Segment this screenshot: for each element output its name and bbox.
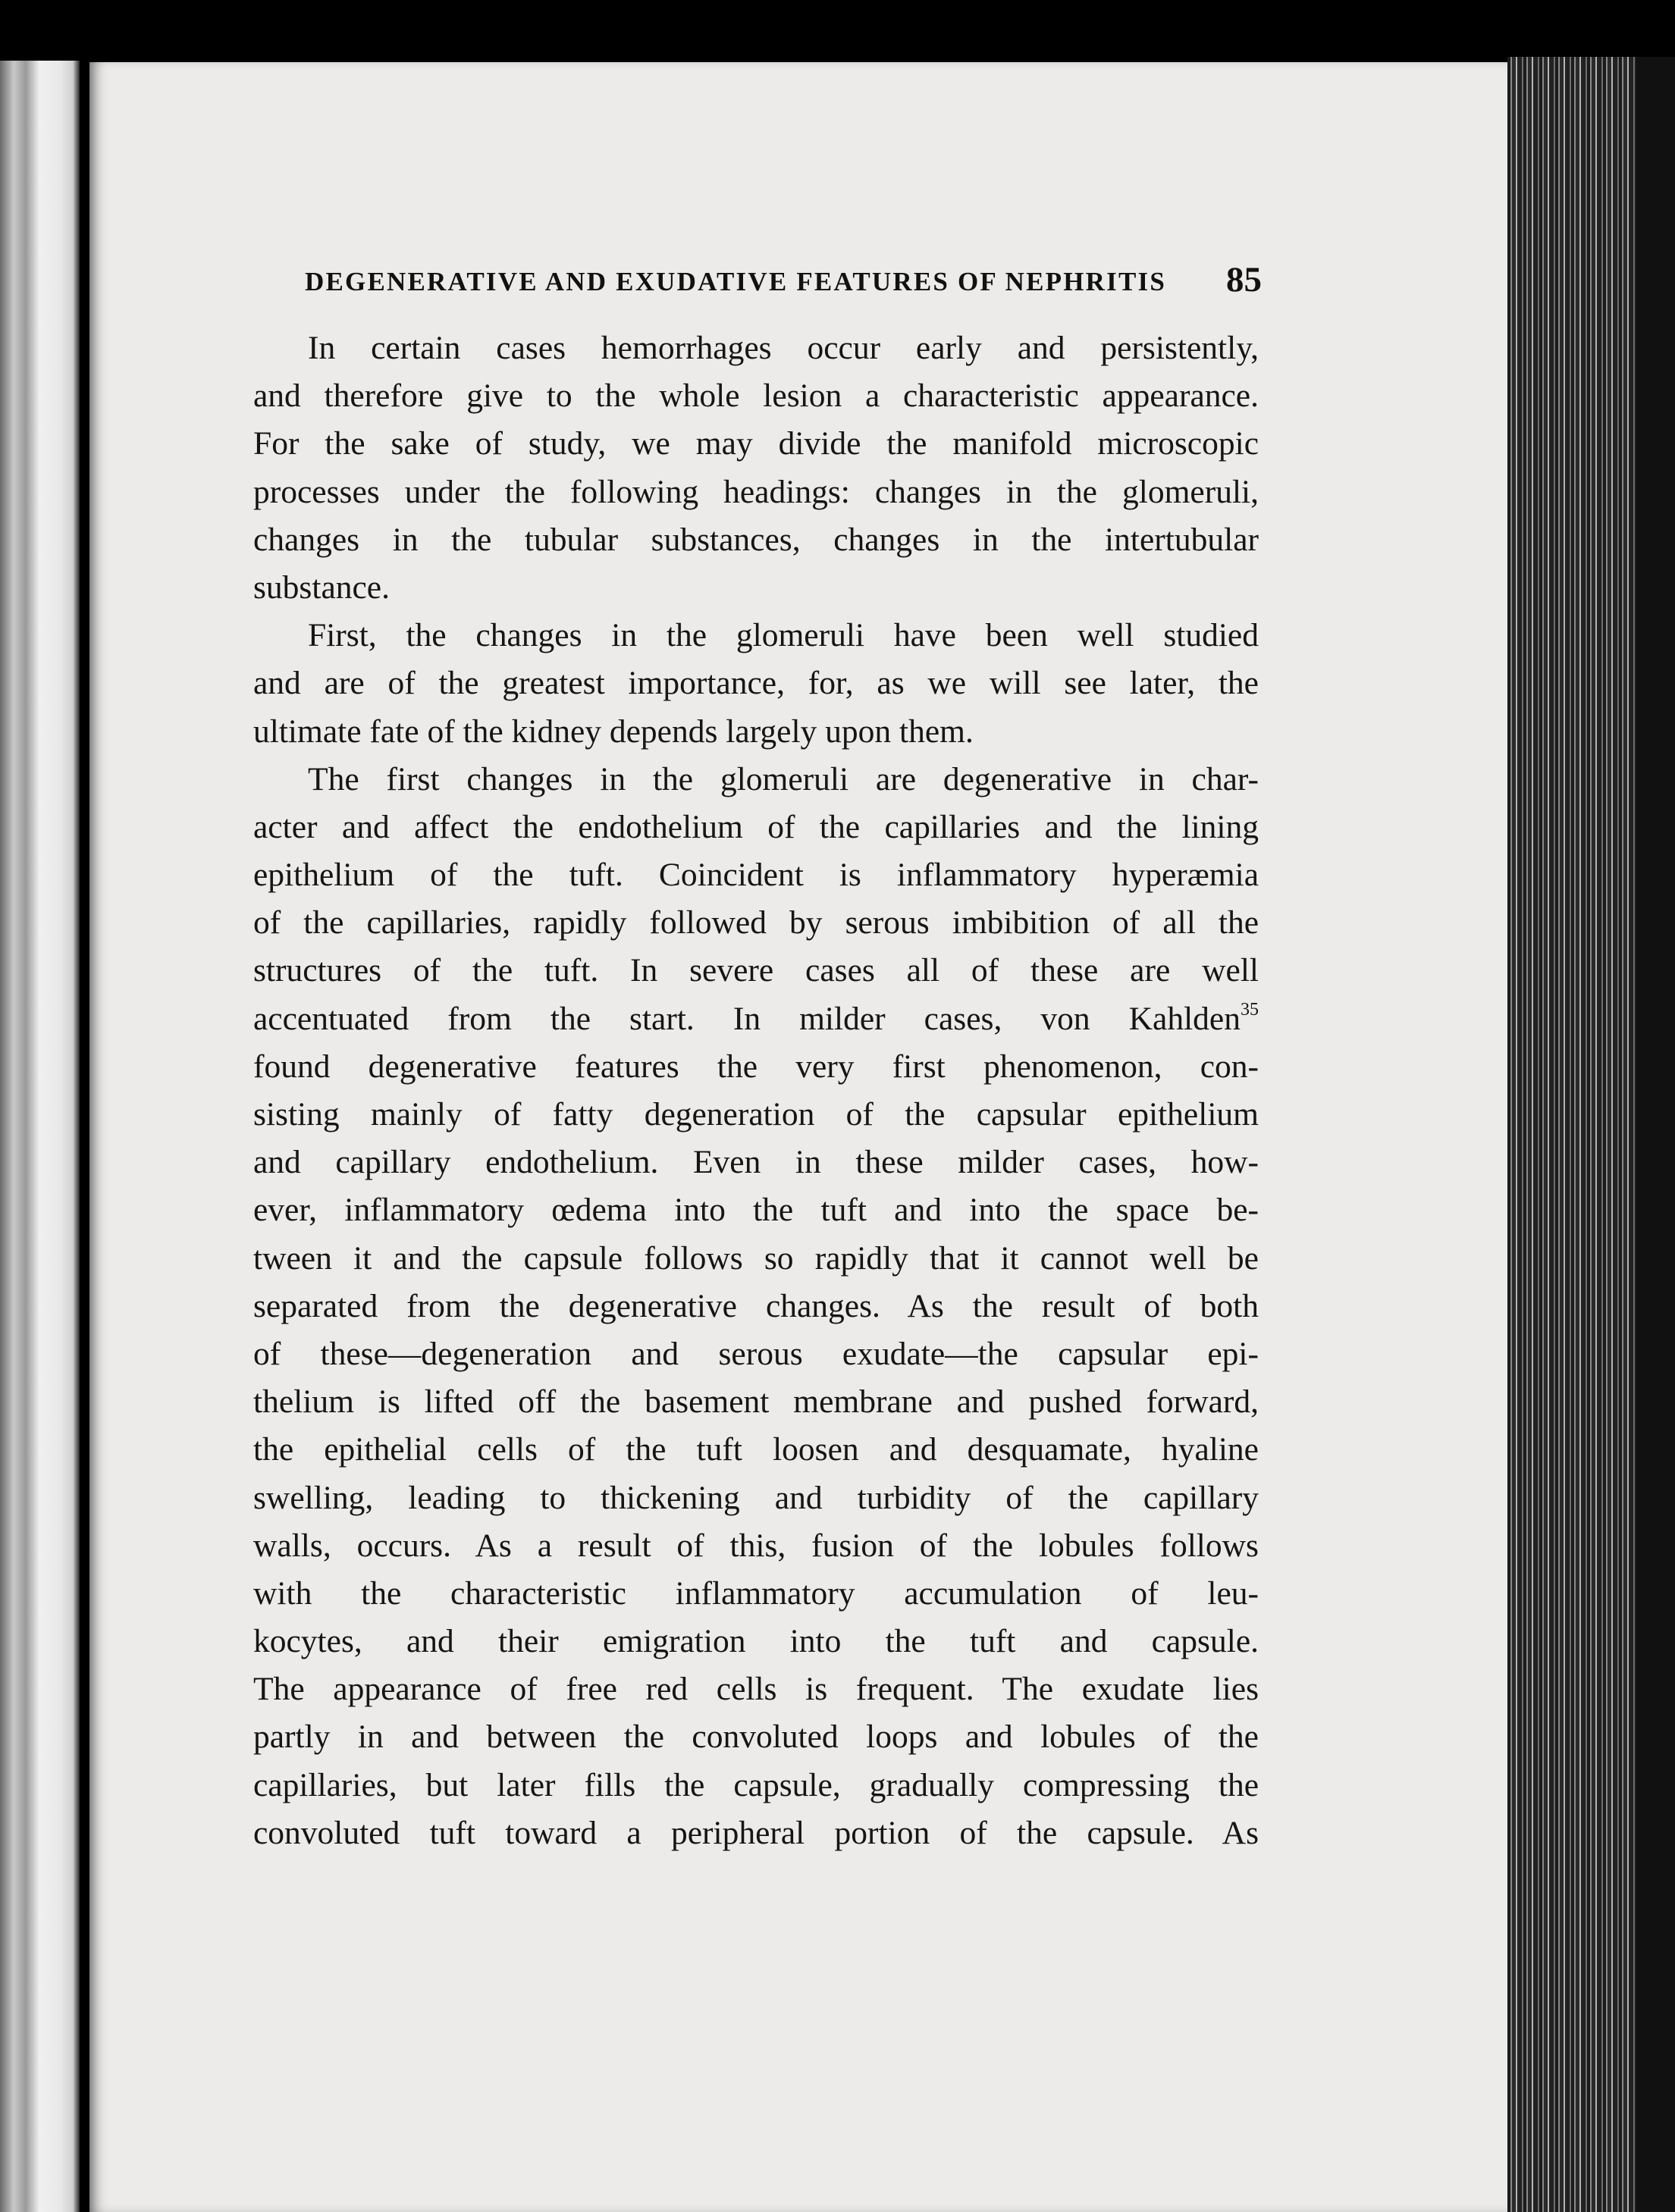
text-line: walls, occurs. As a result of this, fusion of the lobules follows	[253, 1527, 1259, 1564]
text-line: and capillary endothelium. Even in these milder cases, how-	[253, 1144, 1259, 1181]
text-line: First, the changes in the glomeruli have been well studied	[308, 617, 1259, 654]
text-line: changes in the tubular substances, changes in the intertubular	[253, 521, 1259, 558]
text-line: of the capillaries, rapidly followed by serous imbibition of all the	[253, 904, 1259, 942]
text-line: The first changes in the glomeruli are degenerative in char-	[308, 760, 1259, 797]
text-line: sisting mainly of fatty degeneration of the capsular epithelium	[253, 1096, 1259, 1133]
text-line-with-footnote	[253, 995, 1259, 1043]
text-line: swelling, leading to thickening and turbidity of the capillary	[253, 1479, 1259, 1516]
text-line: the epithelial cells of the tuft loosen and desquamate, hyaline	[253, 1431, 1259, 1468]
text-line: The appearance of free red cells is frequent. The exudate lies	[253, 1671, 1259, 1708]
text-line: separated from the degenerative changes. As the result of both	[253, 1287, 1259, 1324]
text-line: and therefore give to the whole lesion a characteristic appearance.	[253, 378, 1259, 415]
text-line: of these—degeneration and serous exudate—the capsular epi-	[253, 1335, 1259, 1372]
text-line: For the sake of study, we may divide the manifold microscopic	[253, 425, 1259, 462]
text-line: In certain cases hemorrhages occur early and persistently,	[308, 330, 1259, 366]
text-line: acter and affect the endothelium of the capillaries and the lining	[253, 808, 1259, 845]
text-line: ultimate fate of the kidney depends largely upon them.	[253, 713, 974, 750]
text-line: and are of the greatest importance, for, as we will see later, the	[253, 665, 1259, 702]
running-title: DEGENERATIVE AND EXUDATIVE FEATURES OF NEPHRITIS	[305, 267, 1166, 296]
text-line: convoluted tuft toward a peripheral portion of the capsule. As	[253, 1814, 1259, 1851]
text-line: partly in and between the convoluted loops and lobules of the	[253, 1719, 1259, 1756]
text-line: thelium is lifted off the basement membrane and pushed forward,	[253, 1383, 1259, 1421]
body-text	[253, 324, 1259, 1857]
facing-page-edge	[0, 61, 80, 2212]
text-line: capillaries, but later fills the capsule, gradually compressing the	[253, 1766, 1259, 1803]
text-line: epithelium of the tuft. Coincident is inflammatory hyperæmia	[253, 857, 1259, 894]
page-stack-edge	[1507, 57, 1675, 2212]
text-line: with the characteristic inflammatory accumulation of leu-	[253, 1574, 1259, 1612]
text-line: ever, inflammatory œdema into the tuft and into the space be-	[253, 1192, 1259, 1229]
running-head	[214, 259, 1262, 305]
text-line: kocytes, and their emigration into the tuft and capsule.	[253, 1623, 1259, 1660]
text-line: substance.	[253, 569, 390, 606]
text-line: accentuated from the start. In milder cases, von Kahlden	[253, 1000, 1241, 1037]
footnote-reference: 35	[1241, 999, 1259, 1020]
text-line: structures of the tuft. In severe cases all of these are well	[253, 952, 1259, 989]
text-line: found degenerative features the very first phenomenon, con-	[253, 1048, 1259, 1085]
text-line: processes under the following headings: changes in the glomeruli,	[253, 473, 1259, 510]
text-line: tween it and the capsule follows so rapidly that it cannot well be	[253, 1239, 1259, 1277]
page-number: 85	[1226, 260, 1262, 299]
